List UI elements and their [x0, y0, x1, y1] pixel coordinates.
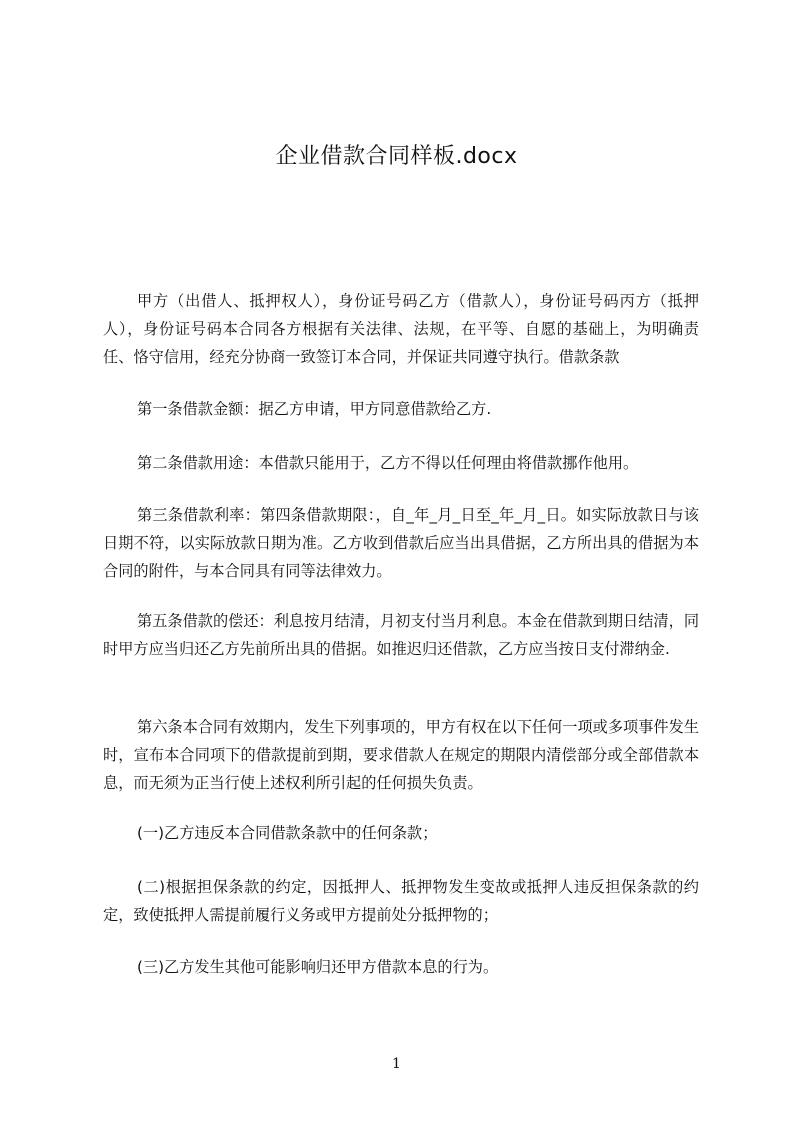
paragraph-article-5: 第五条借款的偿还：利息按月结清，月初支付当月利息。本金在借款到期日结清，同时甲方应当归还乙方先前所出具的借据。如推迟归还借款，乙方应当按日支付滞纳金.: [103, 612, 699, 658]
paragraph-article-3-4: 第三条借款利率：第四条借款期限：，自_年_月_日至_年_月_日。如实际放款日与该日期不符，以实际放款日期为准。乙方收到借款后应当出具借据，乙方所出具的借据为本合同的附件，与本合同具有同等法律效力。: [103, 506, 699, 580]
document-title: 企业借款合同样板.docx: [275, 144, 518, 169]
page-number: 1: [392, 1056, 401, 1072]
paragraph-article-2: 第二条借款用途：本借款只能用于，乙方不得以任何理由将借款挪作他用。: [137, 454, 639, 472]
paragraph-article-1: 第一条借款金额：据乙方申请，甲方同意借款给乙方.: [137, 400, 492, 418]
paragraph-item-1: (一)乙方违反本合同借款条款中的任何条款；: [137, 824, 438, 842]
paragraph-item-3: (三)乙方发生其他可能影响归还甲方借款本息的行为。: [137, 958, 499, 976]
paragraph-article-6: 第六条本合同有效期内，发生下列事项的，甲方有权在以下任何一项或多项事件发生时，宣布本合同项下的借款提前到期，要求借款人在规定的期限内清偿部分或全部借款本息，而无须为正当行使上述权利所引起的任何损失负责。: [103, 718, 699, 792]
paragraph-item-2: (二)根据担保条款的约定，因抵押人、抵押物发生变故或抵押人违反担保条款的约定，致使抵押人需提前履行义务或甲方提前处分抵押物的；: [103, 878, 699, 924]
paragraph-preamble: 甲方（出借人、抵押权人），身份证号码乙方（借款人），身份证号码丙方（抵押人），身份证号码本合同各方根据有关法律、法规，在平等、自愿的基础上，为明确责任、恪守信用，经充分协商一致签订本合同，并保证共同遵守执行。借款条款: [103, 292, 699, 366]
